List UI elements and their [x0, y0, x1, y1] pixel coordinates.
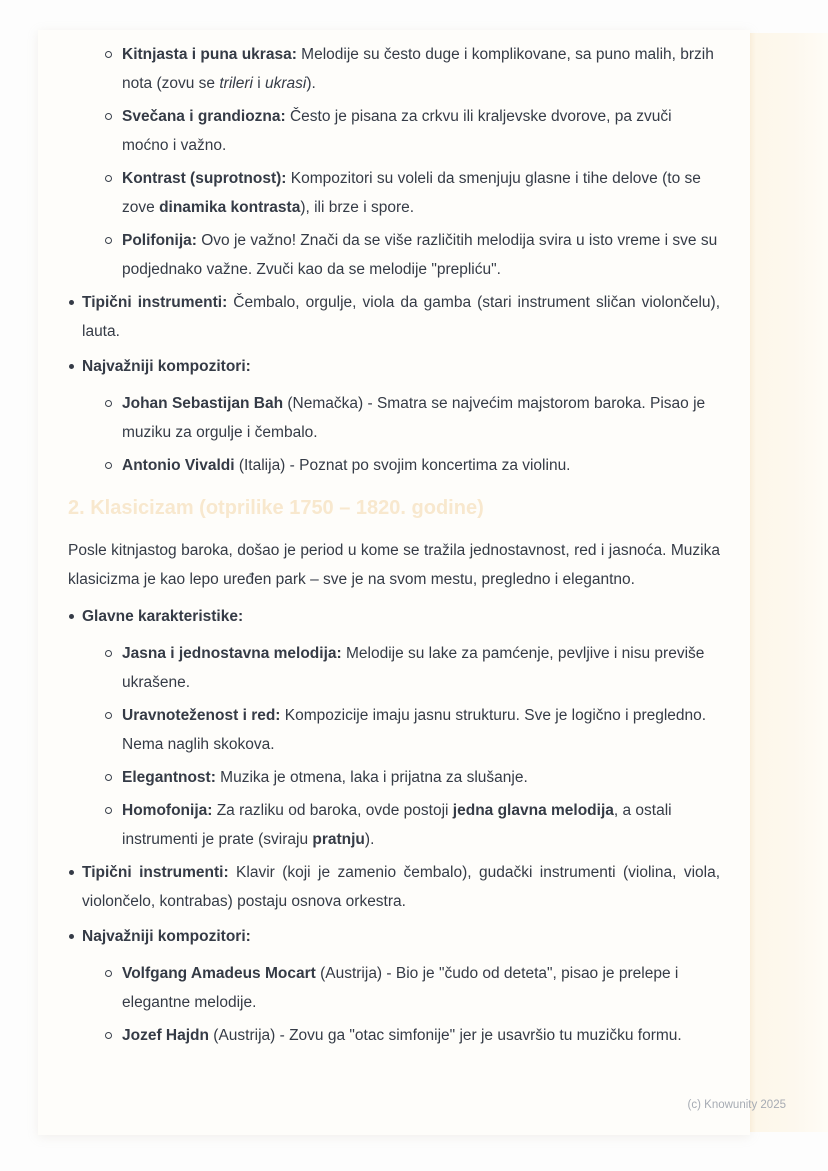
circle-bullet-icon — [105, 1032, 112, 1039]
section-heading: 2. Klasicizam (otprilike 1750 – 1820. godine) — [68, 497, 484, 519]
italic-text: ukrasi — [265, 75, 307, 92]
bold-text: pratnju — [312, 831, 365, 848]
sub-list-item — [68, 763, 720, 792]
list-item — [68, 352, 720, 381]
text: (Austrija) - Bio je "čudo od deteta", pisao je prelepe i elegantne melodije. — [122, 965, 679, 1011]
circle-bullet-icon — [105, 970, 112, 977]
text: ), ili brze i spore. — [300, 199, 415, 216]
circle-bullet-icon — [105, 462, 112, 469]
text: Posle kitnjastog baroka, došao je period u kome se tražila jednostavnost, red i jasnoća. Muzika klasicizma je kao lepo uređen park – sve je na svom mestu, pregledno i elegantno. — [68, 542, 720, 588]
text: Često je pisana za crkvu ili kraljevske dvorove, pa zvuči moćno i važno. — [122, 108, 672, 154]
circle-bullet-icon — [105, 774, 112, 781]
circle-bullet-icon — [105, 237, 112, 244]
text: Klavir (koji je zamenio čembalo), gudački instrumenti (violina, viola, violončelo, kontrabas) postaju osnova orkestra. — [82, 864, 721, 910]
text: Muzika je otmena, laka i prijatna za slušanje. — [215, 769, 528, 786]
bullet-list — [68, 288, 720, 381]
circle-bullet-icon — [105, 113, 112, 120]
bold-text: Svečana i grandiozna: — [122, 108, 286, 125]
dot-bullet-icon — [69, 870, 74, 875]
document-page — [38, 30, 750, 1135]
list-item — [68, 602, 720, 631]
bold-text: Volfgang Amadeus Mocart — [122, 965, 316, 982]
text: ). — [364, 831, 375, 848]
text: Kompozicije imaju jasnu strukturu. Sve je logično i pregledno. Nema naglih skokova. — [122, 707, 707, 753]
dot-bullet-icon — [69, 934, 74, 939]
text: Melodije su lake za pamćenje, pevljive i nisu previše ukrašene. — [122, 645, 705, 691]
circle-bullet-icon — [105, 807, 112, 814]
circle-bullet-icon — [105, 175, 112, 182]
text: Za razliku od baroka, ovde postoji — [212, 802, 453, 819]
bold-text: Glavne karakteristike: — [82, 608, 244, 625]
bold-text: Elegantnost: — [122, 769, 216, 786]
text: (Italija) - Poznat po svojim koncertima za violinu. — [234, 457, 571, 474]
watermark-text: (c) Knowunity 2025 — [687, 1099, 786, 1111]
dot-bullet-icon — [69, 364, 74, 369]
bold-text: Uravnoteženost i red: — [122, 707, 281, 724]
dot-bullet-icon — [69, 614, 74, 619]
circle-bullet-icon — [105, 712, 112, 719]
circle-bullet-icon — [105, 650, 112, 657]
sub-bullet-list — [68, 959, 720, 1050]
sub-list-item — [68, 701, 720, 759]
bold-text: Tipični instrumenti: — [82, 294, 228, 311]
bold-text: Jasna i jednostavna melodija: — [122, 645, 342, 662]
sub-list-item — [68, 226, 720, 284]
bold-text: Jozef Hajdn — [122, 1027, 209, 1044]
bold-text: Kontrast (suprotnost): — [122, 170, 287, 187]
italic-text: trileri — [219, 75, 253, 92]
text: , a ostali instrumenti je prate (sviraju — [122, 802, 672, 848]
sub-list-item — [68, 1021, 720, 1050]
sub-list-item — [68, 639, 720, 697]
text: i — [252, 75, 266, 92]
sub-list-item — [68, 102, 720, 160]
sub-bullet-list — [68, 389, 720, 480]
bullet-list — [68, 858, 720, 951]
bold-text: Polifonija: — [122, 232, 197, 249]
text: Kompozitori su voleli da smenjuju glasne i tihe delove (to se zove — [122, 170, 701, 216]
text: (Nemačka) - Smatra se najvećim majstorom baroka. Pisao je muziku za orgulje i čembalo. — [122, 395, 706, 441]
sub-bullet-list — [68, 639, 720, 854]
bold-text: Homofonija: — [122, 802, 213, 819]
sub-list-item — [68, 389, 720, 447]
sub-bullet-list — [68, 40, 720, 284]
bold-text: Kitnjasta i puna ukrasa: — [122, 46, 297, 63]
sub-list-item — [68, 959, 720, 1017]
text: Melodije su često duge i komplikovane, sa puno malih, brzih nota (zovu se — [122, 46, 714, 92]
bold-text: jedna glavna melodija — [452, 802, 614, 819]
text: Čembalo, orgulje, viola da gamba (stari instrument sličan violončelu), lauta. — [82, 294, 720, 340]
sub-list-item — [68, 40, 720, 98]
document-content — [68, 40, 720, 1054]
bold-text: dinamika kontrasta — [159, 199, 301, 216]
paper-edge-strip — [750, 33, 828, 1132]
text: Ovo je važno! Znači da se više različitih melodija svira u isto vreme i sve su podjednako važne. Zvuči kao da se melodije "prepliću". — [122, 232, 718, 278]
bullet-list — [68, 602, 720, 631]
bold-text: Najvažniji kompozitori: — [82, 928, 251, 945]
bold-text: Tipični instrumenti: — [82, 864, 229, 881]
bold-text: Johan Sebastijan Bah — [122, 395, 284, 412]
bold-text: Antonio Vivaldi — [122, 457, 235, 474]
text: ). — [306, 75, 316, 92]
bold-text: Najvažniji kompozitori: — [82, 358, 251, 375]
list-item — [68, 922, 720, 951]
list-item — [68, 858, 720, 916]
circle-bullet-icon — [105, 400, 112, 407]
sub-list-item — [68, 451, 720, 480]
list-item — [68, 288, 720, 346]
dot-bullet-icon — [69, 300, 74, 305]
circle-bullet-icon — [105, 51, 112, 58]
paragraph — [68, 536, 720, 594]
sub-list-item — [68, 164, 720, 222]
sub-list-item — [68, 796, 720, 854]
text: (Austrija) - Zovu ga "otac simfonije" jer je usavršio tu muzičku formu. — [208, 1027, 682, 1044]
